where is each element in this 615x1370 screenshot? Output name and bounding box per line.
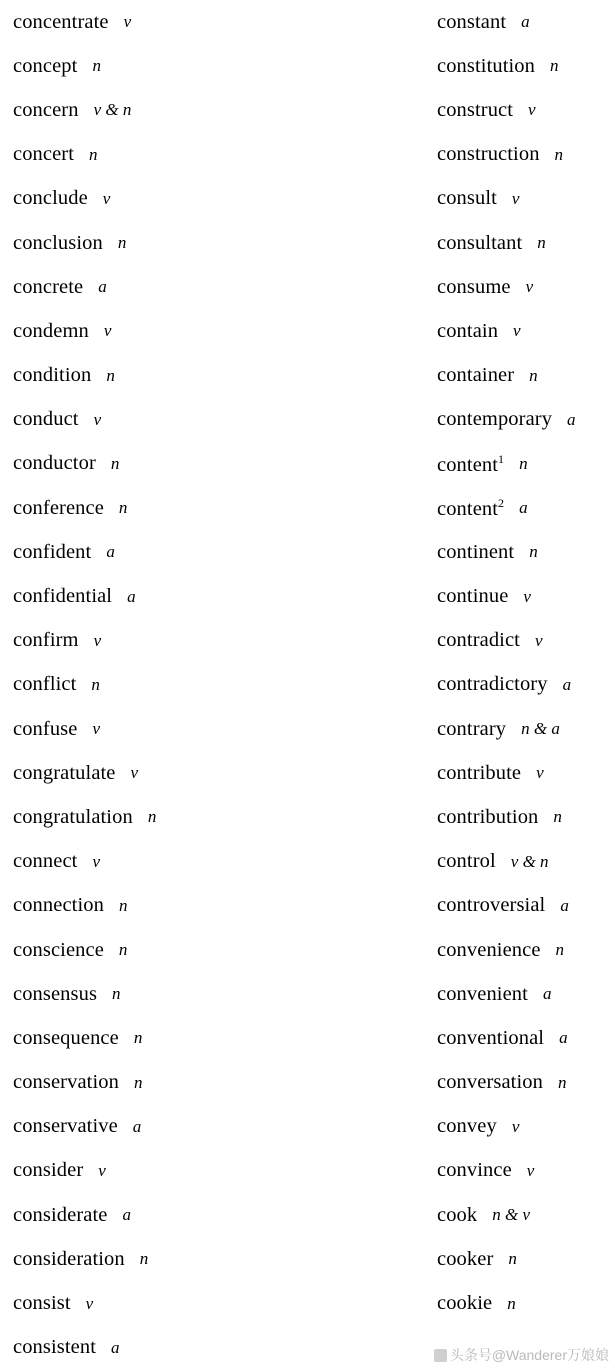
part-of-speech: v (102, 188, 111, 208)
word-text: conservation (13, 1071, 119, 1094)
word-text: confidential (13, 585, 113, 608)
word-text: constitution (437, 54, 536, 77)
part-of-speech: v (123, 12, 132, 32)
part-of-speech: n (555, 940, 565, 960)
word-entry (437, 928, 615, 972)
word-entry (0, 1326, 300, 1370)
word-entry (437, 133, 615, 177)
part-of-speech: n (133, 1072, 143, 1092)
word-column-right (437, 0, 615, 1326)
word-text: contradictory (437, 673, 548, 696)
word-text: construction (437, 143, 540, 166)
part-of-speech: n & a (521, 719, 560, 739)
word-text: contrary (437, 717, 507, 740)
word-text: considerate (13, 1203, 108, 1226)
word-text: connection (13, 894, 104, 917)
part-of-speech: v (93, 409, 102, 429)
part-of-speech: v (92, 851, 100, 871)
word-text: condemn (13, 319, 89, 342)
part-of-speech: n (89, 144, 98, 164)
word-text: concrete (13, 275, 84, 298)
word-text: consume (437, 275, 511, 298)
watermark-text: 头条号@Wanderer万娘娘 (449, 1347, 609, 1363)
word-entry (0, 707, 300, 751)
part-of-speech: n (110, 453, 120, 473)
word-entry (0, 574, 300, 618)
part-of-speech: v (536, 763, 544, 783)
part-of-speech: a (98, 277, 107, 297)
word-text: content$^2$ (437, 495, 505, 520)
part-of-speech: a (521, 12, 530, 32)
word-text: continent (437, 540, 515, 563)
word-entry (437, 398, 615, 442)
part-of-speech: n (92, 56, 101, 76)
part-of-speech: v (523, 586, 531, 606)
word-entry (437, 1061, 615, 1105)
word-entry (437, 795, 615, 839)
word-entry (437, 840, 615, 884)
word-entry (0, 840, 300, 884)
word-text: concentrate (13, 10, 109, 33)
word-text: conclusion (13, 231, 103, 254)
part-of-speech: v (513, 321, 521, 341)
part-of-speech: v (511, 1116, 520, 1136)
word-entry (437, 1193, 615, 1237)
word-text: conductor (13, 452, 96, 475)
part-of-speech: n (133, 1028, 143, 1048)
word-superscript: 2 (498, 495, 505, 510)
word-text: conversation (437, 1071, 543, 1094)
word-column-left (0, 0, 300, 1370)
word-text: congratulation (13, 805, 133, 828)
part-of-speech: v (92, 719, 100, 739)
word-text: convenience (437, 938, 541, 961)
word-entry (0, 530, 300, 574)
word-entry (437, 88, 615, 132)
word-entry (437, 486, 615, 530)
part-of-speech: n (118, 940, 128, 960)
word-entry (437, 1149, 615, 1193)
word-entry (0, 354, 300, 398)
word-entry (0, 1193, 300, 1237)
word-text: concert (13, 143, 75, 166)
word-entry (0, 265, 300, 309)
word-entry (0, 88, 300, 132)
word-text: conventional (437, 1026, 545, 1049)
part-of-speech: n (557, 1072, 567, 1092)
part-of-speech: n (139, 1249, 149, 1269)
part-of-speech: a (560, 895, 569, 915)
word-text: controversial (437, 894, 546, 917)
word-text: construct (437, 98, 514, 121)
part-of-speech: a (106, 542, 115, 562)
word-text: convey (437, 1115, 497, 1138)
word-text: conservative (13, 1115, 118, 1138)
word-text: control (437, 850, 496, 873)
part-of-speech: a (542, 984, 552, 1004)
word-entry (0, 44, 300, 88)
word-text: conflict (13, 673, 77, 696)
part-of-speech: v (85, 1293, 94, 1313)
part-of-speech: n (529, 365, 538, 385)
word-text: confident (13, 540, 92, 563)
word-entry (437, 177, 615, 221)
part-of-speech: a (111, 1337, 120, 1357)
part-of-speech: v & n (510, 851, 549, 871)
word-entry (0, 133, 300, 177)
word-entry (0, 619, 300, 663)
part-of-speech: n (553, 807, 562, 827)
word-entry (0, 928, 300, 972)
word-text: concept (13, 54, 78, 77)
part-of-speech: n (508, 1249, 517, 1269)
word-text: constant (437, 10, 507, 33)
part-of-speech: v (528, 100, 536, 120)
part-of-speech: n (117, 233, 127, 253)
part-of-speech: n (112, 984, 121, 1004)
word-text: continue (437, 585, 509, 608)
part-of-speech: v (511, 188, 520, 208)
word-text: conclude (13, 187, 88, 210)
word-entry (0, 177, 300, 221)
word-superscript: 1 (498, 451, 505, 466)
word-text: convenient (437, 982, 528, 1005)
part-of-speech: v (534, 630, 543, 650)
part-of-speech: v (103, 321, 112, 341)
word-text: consistent (13, 1336, 96, 1359)
part-of-speech: n (554, 144, 564, 164)
word-text: condition (13, 364, 92, 387)
word-entry (0, 884, 300, 928)
part-of-speech: a (132, 1116, 142, 1136)
word-entry (0, 442, 300, 486)
word-entry (0, 0, 300, 44)
part-of-speech: v & n (93, 100, 132, 120)
part-of-speech: n (118, 895, 128, 915)
word-text: cookie (437, 1292, 493, 1315)
part-of-speech: v (525, 277, 534, 297)
word-text: contain (437, 319, 499, 342)
part-of-speech: a (562, 674, 572, 694)
word-entry (437, 1281, 615, 1325)
word-entry (0, 486, 300, 530)
part-of-speech: n (550, 56, 559, 76)
word-entry (0, 663, 300, 707)
word-text: consult (437, 187, 497, 210)
word-entry (437, 707, 615, 751)
app-logo-icon (434, 1349, 447, 1362)
word-entry (437, 530, 615, 574)
word-text: container (437, 364, 515, 387)
word-text: consist (13, 1292, 71, 1315)
word-entry (437, 0, 615, 44)
word-text: conference (13, 496, 104, 519)
part-of-speech: a (519, 498, 528, 518)
word-entry (0, 972, 300, 1016)
part-of-speech: v (93, 630, 102, 650)
word-text: conscience (13, 938, 104, 961)
word-entry (0, 1105, 300, 1149)
word-text: cook (437, 1203, 478, 1226)
word-text: convince (437, 1159, 512, 1182)
word-entry (437, 1016, 615, 1060)
part-of-speech: n (91, 674, 100, 694)
part-of-speech: v (526, 1160, 535, 1180)
word-entry (437, 1237, 615, 1281)
part-of-speech: n & v (492, 1205, 531, 1225)
word-text: consider (13, 1159, 84, 1182)
word-text: confuse (13, 717, 78, 740)
part-of-speech: n (147, 807, 157, 827)
word-text: contradict (437, 629, 520, 652)
word-entry (437, 574, 615, 618)
word-entry (437, 44, 615, 88)
word-entry (0, 1149, 300, 1193)
word-entry (437, 221, 615, 265)
part-of-speech: n (529, 542, 538, 562)
part-of-speech: n (507, 1293, 516, 1313)
word-entry (0, 221, 300, 265)
word-entry (0, 1281, 300, 1325)
word-text: consensus (13, 982, 98, 1005)
word-entry (437, 619, 615, 663)
word-entry (437, 751, 615, 795)
word-entry (437, 663, 615, 707)
word-text: congratulate (13, 761, 116, 784)
word-text: consequence (13, 1026, 119, 1049)
word-entry (437, 1105, 615, 1149)
part-of-speech: n (118, 498, 128, 518)
word-entry (0, 398, 300, 442)
word-entry (437, 265, 615, 309)
word-entry (437, 354, 615, 398)
word-text: conduct (13, 408, 79, 431)
word-entry (0, 751, 300, 795)
part-of-speech: n (537, 233, 546, 253)
word-entry (437, 309, 615, 353)
word-entry (0, 309, 300, 353)
part-of-speech: a (122, 1205, 131, 1225)
word-text: contribute (437, 761, 522, 784)
word-entry (0, 1237, 300, 1281)
word-entry (0, 795, 300, 839)
part-of-speech: v (98, 1160, 106, 1180)
word-text: cooker (437, 1247, 494, 1270)
word-entry (437, 884, 615, 928)
word-entry (437, 442, 615, 486)
word-text: content$^1$ (437, 451, 505, 476)
part-of-speech: a (567, 409, 576, 429)
word-text: contribution (437, 805, 539, 828)
word-entry (0, 1061, 300, 1105)
word-text: contemporary (437, 408, 553, 431)
word-text: consultant (437, 231, 523, 254)
part-of-speech: a (127, 586, 136, 606)
part-of-speech: n (106, 365, 115, 385)
part-of-speech: v (130, 763, 139, 783)
part-of-speech: n (519, 453, 528, 473)
part-of-speech: a (559, 1028, 568, 1048)
word-entry (437, 972, 615, 1016)
word-text: concern (13, 98, 79, 121)
word-text: confirm (13, 629, 79, 652)
word-entry (0, 1016, 300, 1060)
word-text: connect (13, 850, 78, 873)
word-text: consideration (13, 1247, 125, 1270)
watermark (434, 1345, 609, 1365)
